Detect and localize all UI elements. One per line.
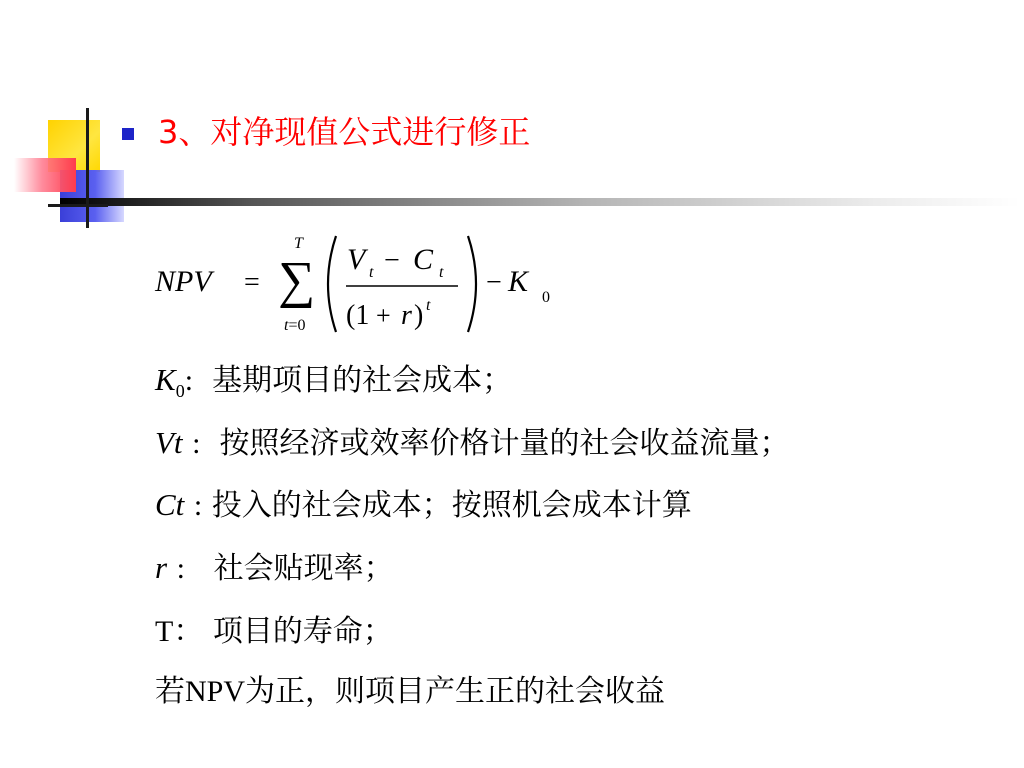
def-colon: : xyxy=(193,489,203,522)
title-underline-rule xyxy=(60,198,1020,206)
def-colon: ： xyxy=(173,614,204,649)
decorative-red-block xyxy=(14,158,76,192)
formula-equals: = xyxy=(244,267,260,298)
right-paren-icon xyxy=(468,236,476,332)
numerator-c-sub: t xyxy=(439,264,444,281)
denominator-close: ) xyxy=(414,300,424,331)
left-paren-icon xyxy=(328,236,336,332)
def-symbol: T xyxy=(155,615,174,648)
def-text: 社会贴现率； xyxy=(213,551,394,586)
def-symbol: r xyxy=(155,550,168,585)
denominator-open: (1 xyxy=(346,300,370,331)
definition-r xyxy=(155,548,394,589)
def-symbol: Vt xyxy=(155,425,183,460)
def-text: 投入的社会成本；按照机会成本计算 xyxy=(211,488,692,523)
def-colon: : xyxy=(184,364,194,397)
numerator-c: C xyxy=(413,243,434,276)
conclusion-prefix: 若 xyxy=(155,674,185,709)
definition-k0 xyxy=(155,360,512,411)
slide-title: 3、对净现值公式进行修正 xyxy=(158,113,531,151)
definition-ct xyxy=(155,485,692,526)
conclusion-term: NPV xyxy=(185,675,246,708)
numerator-v-sub: t xyxy=(369,264,374,281)
title-bullet-icon xyxy=(122,128,134,140)
numerator-minus: − xyxy=(384,245,400,276)
formula-lhs: NPV xyxy=(155,265,212,298)
denominator-plus: + xyxy=(376,301,391,330)
definition-t xyxy=(155,612,393,652)
numerator-v: V xyxy=(347,243,366,276)
sum-upper-limit: T xyxy=(294,235,303,252)
def-text: 基期项目的社会成本； xyxy=(212,363,513,398)
npv-formula xyxy=(150,222,570,352)
def-colon: : xyxy=(176,552,185,585)
def-symbol: Ct xyxy=(155,487,185,522)
sigma-icon: ∑ xyxy=(278,252,316,309)
denominator-exponent: t xyxy=(426,297,431,314)
k-symbol: K xyxy=(508,265,529,298)
conclusion-line xyxy=(155,672,665,712)
decorative-vertical-line xyxy=(86,108,89,228)
denominator-r: r xyxy=(401,300,412,331)
minus-sign: − xyxy=(486,267,502,298)
def-symbol: $K_0$ xyxy=(155,362,185,402)
conclusion-suffix: 为正，则项目产生正的社会收益 xyxy=(245,674,666,709)
definition-vt xyxy=(155,423,790,464)
decorative-horizontal-line xyxy=(48,204,108,207)
k-subscript: 0 xyxy=(542,289,550,306)
def-text: 项目的寿命； xyxy=(212,614,393,649)
def-colon: : xyxy=(192,427,201,460)
def-text: 按照经济或效率价格计量的社会收益流量； xyxy=(219,426,790,461)
sum-lower-limit: t=0 xyxy=(284,317,306,334)
